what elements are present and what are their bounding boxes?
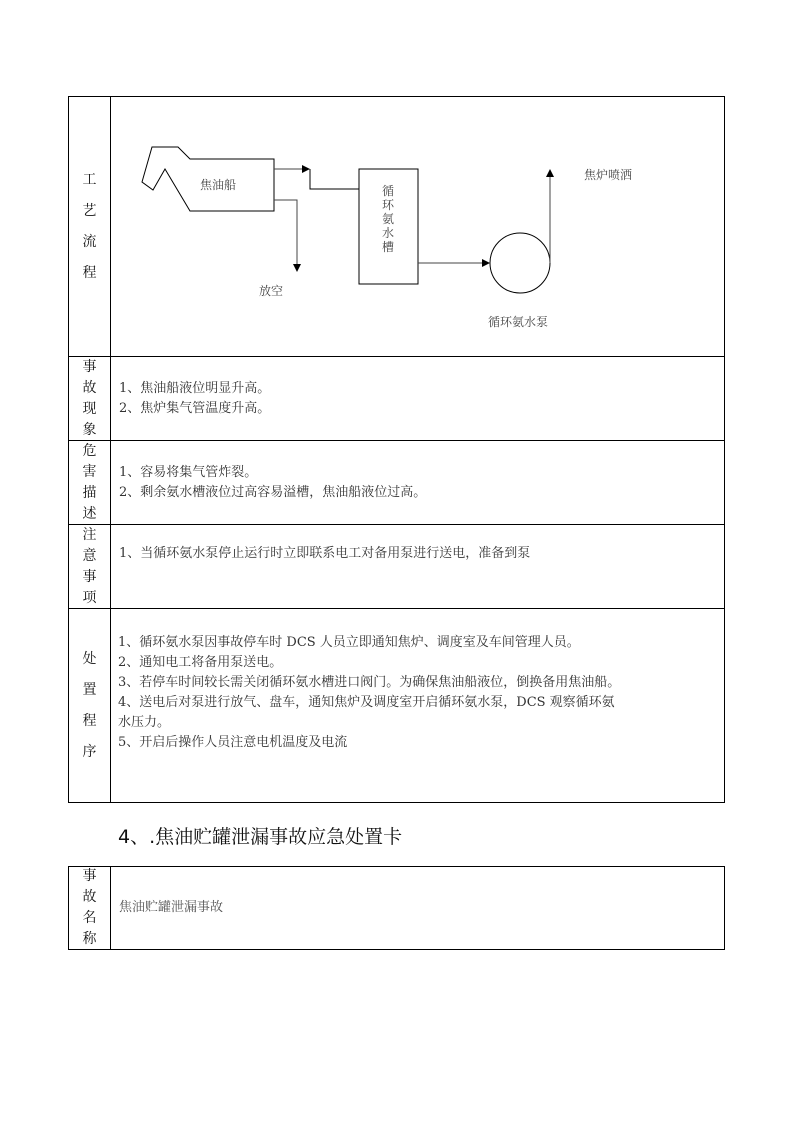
ammonia-tank-label (381, 184, 395, 254)
row-process-flow (69, 97, 724, 357)
tar-tank-leak-card-table (68, 866, 725, 950)
row-handling-procedure (69, 608, 724, 802)
row-accident-name (69, 867, 724, 949)
procedure-line: 3、若停车时间较长需关闭循环氨水槽进口阀门。为确保焦油船液位，倒换备用焦油船。 (118, 675, 621, 690)
procedure-content (111, 609, 724, 802)
row-label-accident-name (69, 867, 111, 949)
emergency-card-table (68, 96, 725, 803)
label-char: 现 (82, 401, 97, 417)
procedure-line: 5、开启后操作人员注意电机温度及电流 (118, 735, 348, 750)
tank-label-char: 槽 (381, 240, 394, 254)
label-char: 序 (82, 743, 97, 760)
tank-label-char: 环 (381, 198, 394, 212)
label-char: 置 (82, 681, 97, 698)
label-char: 流 (82, 234, 97, 250)
label-char: 艺 (82, 203, 97, 219)
label-char: 象 (82, 422, 97, 438)
phenomenon-content (111, 357, 724, 441)
flow-lines (1, 1, 793, 361)
label-char: 描 (82, 485, 97, 501)
ammonia-pump-label: 循环氨水泵 (488, 315, 549, 329)
label-char: 注 (82, 527, 97, 543)
tank-label-char: 水 (381, 226, 394, 240)
label-char: 事 (82, 359, 97, 375)
procedure-line: 4、送电后对泵进行放气、盘车，通知焦炉及调度室开启循环氨水泵，DCS 观察循环氨 (118, 695, 615, 710)
row-label-procedure (69, 609, 111, 802)
row-accident-phenomenon (69, 356, 724, 441)
label-char: 项 (82, 590, 97, 606)
notes-content (111, 525, 724, 609)
hazard-line: 2、剩余氨水槽液位过高容易溢槽，焦油船液位过高。 (119, 485, 427, 500)
row-precautions (69, 524, 724, 609)
procedure-line: 水压力。 (118, 715, 171, 730)
phenomenon-line: 1、焦油船液位明显升高。 (119, 381, 271, 396)
tar-boat-label: 焦油船 (200, 178, 237, 192)
label-char: 程 (82, 265, 97, 281)
label-char: 程 (82, 712, 97, 729)
notes-line: 1、当循环氨水泵停止运行时立即联系电工对备用泵进行送电，准备到泵 (119, 546, 531, 561)
accident-name-value: 焦油贮罐泄漏事故 (119, 900, 224, 915)
label-char: 故 (82, 889, 97, 905)
label-char: 工 (82, 172, 97, 188)
pump-circle (490, 233, 550, 293)
label-char: 危 (82, 443, 97, 459)
accident-name-content (111, 867, 724, 949)
label-char: 事 (82, 868, 97, 884)
row-label-hazard (69, 441, 111, 525)
label-char: 名 (82, 910, 97, 926)
label-char: 述 (82, 506, 97, 522)
process-flow-diagram (1, 1, 793, 361)
coke-oven-spray-label: 焦炉喷洒 (584, 168, 633, 182)
label-char: 意 (82, 548, 97, 564)
tank-label-char: 循 (381, 184, 394, 198)
tank-label-char: 氨 (381, 212, 394, 226)
label-char: 害 (82, 464, 97, 480)
row-hazard-description (69, 440, 724, 525)
hazard-content (111, 441, 724, 525)
label-char: 事 (82, 569, 97, 585)
vent-label: 放空 (259, 284, 284, 298)
procedure-line: 2、通知电工将备用泵送电。 (118, 655, 283, 670)
row-label-notes (69, 525, 111, 609)
label-char: 处 (82, 650, 97, 667)
section-heading: 4、.焦油贮罐泄漏事故应急处置卡 (118, 826, 403, 848)
phenomenon-line: 2、焦炉集气管温度升高。 (119, 401, 271, 416)
label-char: 称 (82, 931, 97, 947)
procedure-line: 1、循环氨水泵因事故停车时 DCS 人员立即通知焦炉、调度室及车间管理人员。 (118, 635, 580, 650)
row-label-phenomenon (69, 357, 111, 441)
hazard-line: 1、容易将集气管炸裂。 (119, 465, 258, 480)
label-char: 故 (82, 380, 97, 396)
